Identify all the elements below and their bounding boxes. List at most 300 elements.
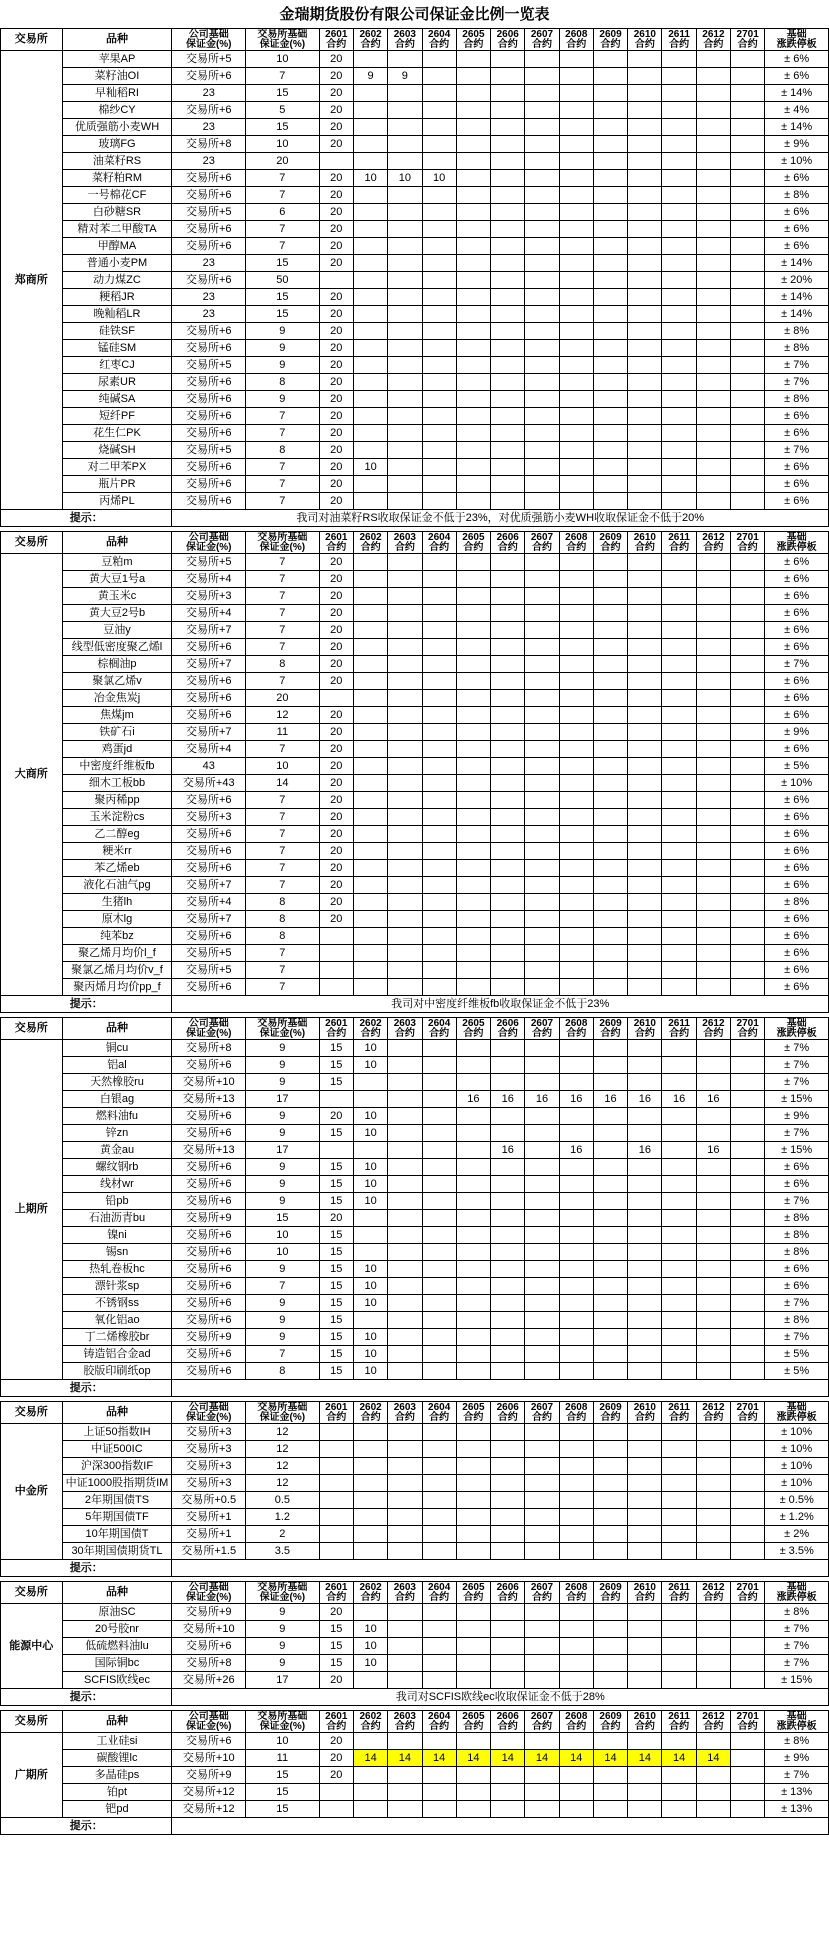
month-margin-2602 xyxy=(353,1733,387,1750)
month-margin-2603 xyxy=(388,894,422,911)
month-margin-2612 xyxy=(696,588,730,605)
month-margin-2607 xyxy=(525,476,559,493)
month-margin-2605 xyxy=(456,1142,490,1159)
month-margin-2608 xyxy=(559,1074,593,1091)
exchange-margin: 9 xyxy=(246,1261,320,1278)
month-margin-2610 xyxy=(628,85,662,102)
hint-row xyxy=(1,510,829,527)
month-sub: 合约 xyxy=(394,1592,415,1603)
month-margin-2611 xyxy=(662,1543,696,1560)
month-margin-2601: 15 xyxy=(319,1312,353,1329)
exchange-name: 能源中心 xyxy=(1,1604,63,1689)
table-row xyxy=(1,408,829,425)
price-limit: ± 9% xyxy=(765,136,829,153)
month-margin-2603 xyxy=(388,673,422,690)
month-margin-2701 xyxy=(731,255,765,272)
variety-name: 早籼稻RI xyxy=(62,85,172,102)
month-margin-2605 xyxy=(456,1543,490,1560)
column-header-month-2602 xyxy=(353,1582,387,1604)
company-margin: 交易所+3 xyxy=(172,1441,246,1458)
month-margin-2607 xyxy=(525,340,559,357)
month-margin-2610 xyxy=(628,1475,662,1492)
month-margin-2602 xyxy=(353,809,387,826)
month-margin-2609 xyxy=(593,1655,627,1672)
month-margin-2609 xyxy=(593,1767,627,1784)
table-row xyxy=(1,724,829,741)
month-code: 2611 xyxy=(668,532,690,543)
month-margin-2608 xyxy=(559,622,593,639)
month-margin-2603 xyxy=(388,51,422,68)
month-margin-2601: 20 xyxy=(319,877,353,894)
month-sub: 合约 xyxy=(463,1721,484,1732)
month-margin-2603 xyxy=(388,1604,422,1621)
month-margin-2604 xyxy=(422,979,456,996)
month-margin-2610 xyxy=(628,1125,662,1142)
month-margin-2611: 16 xyxy=(662,1091,696,1108)
month-margin-2611 xyxy=(662,1125,696,1142)
month-margin-2602: 10 xyxy=(353,1329,387,1346)
month-code: 2604 xyxy=(428,1018,451,1029)
month-margin-2605 xyxy=(456,238,490,255)
month-margin-2609 xyxy=(593,1278,627,1295)
month-margin-2606 xyxy=(491,1441,525,1458)
month-sub: 合约 xyxy=(326,1412,347,1423)
month-margin-2701 xyxy=(731,1509,765,1526)
month-sub: 合约 xyxy=(703,1412,724,1423)
month-margin-2606 xyxy=(491,843,525,860)
month-margin-2603 xyxy=(388,775,422,792)
month-margin-2611 xyxy=(662,1142,696,1159)
month-margin-2610 xyxy=(628,1363,662,1380)
table-row xyxy=(1,1441,829,1458)
company-base-line1: 公司基础 xyxy=(188,1711,229,1722)
exchange-margin: 9 xyxy=(246,323,320,340)
month-margin-2605 xyxy=(456,843,490,860)
price-limit: ± 7% xyxy=(765,1655,829,1672)
month-margin-2601: 15 xyxy=(319,1227,353,1244)
company-margin: 交易所+4 xyxy=(172,741,246,758)
price-limit: ± 6% xyxy=(765,51,829,68)
month-margin-2601 xyxy=(319,928,353,945)
month-margin-2609 xyxy=(593,1441,627,1458)
hint-row xyxy=(1,1560,829,1577)
month-margin-2601: 15 xyxy=(319,1363,353,1380)
month-margin-2605 xyxy=(456,289,490,306)
month-code: 2612 xyxy=(702,1582,725,1593)
month-margin-2609 xyxy=(593,1733,627,1750)
month-margin-2607 xyxy=(525,1543,559,1560)
variety-name: 一号棉花CF xyxy=(62,187,172,204)
month-margin-2605 xyxy=(456,928,490,945)
company-base-line2: 保证金(%) xyxy=(185,1592,232,1603)
month-margin-2701 xyxy=(731,809,765,826)
company-margin: 交易所+3 xyxy=(172,809,246,826)
month-code: 2608 xyxy=(565,1018,588,1029)
month-margin-2608 xyxy=(559,843,593,860)
month-margin-2605 xyxy=(456,1346,490,1363)
month-margin-2604 xyxy=(422,1278,456,1295)
price-limit: ± 4% xyxy=(765,102,829,119)
company-margin: 交易所+5 xyxy=(172,51,246,68)
month-margin-2701 xyxy=(731,1091,765,1108)
month-margin-2601: 20 xyxy=(319,605,353,622)
month-margin-2610 xyxy=(628,1767,662,1784)
month-margin-2609 xyxy=(593,1261,627,1278)
column-header-month-2603 xyxy=(388,29,422,51)
month-margin-2610 xyxy=(628,408,662,425)
exchange-margin: 3.5 xyxy=(246,1543,320,1560)
month-margin-2606 xyxy=(491,408,525,425)
month-margin-2610 xyxy=(628,1176,662,1193)
month-margin-2602 xyxy=(353,1509,387,1526)
month-code: 2701 xyxy=(736,29,759,40)
exchange-base-line2: 保证金(%) xyxy=(259,1592,306,1603)
month-margin-2601 xyxy=(319,1509,353,1526)
month-margin-2602 xyxy=(353,894,387,911)
month-margin-2605 xyxy=(456,1604,490,1621)
month-margin-2606 xyxy=(491,1176,525,1193)
price-limit: ± 6% xyxy=(765,690,829,707)
month-margin-2609 xyxy=(593,1509,627,1526)
month-margin-2601: 20 xyxy=(319,68,353,85)
month-sub: 合约 xyxy=(600,542,621,553)
month-margin-2605 xyxy=(456,571,490,588)
month-margin-2602: 10 xyxy=(353,1295,387,1312)
month-margin-2611 xyxy=(662,928,696,945)
exchange-margin: 15 xyxy=(246,289,320,306)
month-margin-2607 xyxy=(525,1244,559,1261)
month-code: 2606 xyxy=(496,1711,519,1722)
month-margin-2608 xyxy=(559,1638,593,1655)
month-margin-2610 xyxy=(628,493,662,510)
price-limit: ± 7% xyxy=(765,1621,829,1638)
month-sub: 合约 xyxy=(634,39,655,50)
month-margin-2604 xyxy=(422,1040,456,1057)
price-limit: ± 2% xyxy=(765,1526,829,1543)
month-margin-2601: 20 xyxy=(319,374,353,391)
month-margin-2606 xyxy=(491,459,525,476)
month-code: 2603 xyxy=(393,29,416,40)
month-code: 2608 xyxy=(565,1711,588,1722)
month-margin-2602 xyxy=(353,639,387,656)
month-sub: 合约 xyxy=(463,542,484,553)
company-margin: 交易所+6 xyxy=(172,707,246,724)
month-margin-2612 xyxy=(696,170,730,187)
month-sub: 合约 xyxy=(360,1412,381,1423)
month-margin-2604 xyxy=(422,928,456,945)
month-margin-2605 xyxy=(456,391,490,408)
month-code: 2606 xyxy=(496,1018,519,1029)
month-margin-2604 xyxy=(422,809,456,826)
month-margin-2606 xyxy=(491,1295,525,1312)
month-margin-2606 xyxy=(491,1784,525,1801)
month-margin-2604 xyxy=(422,1509,456,1526)
month-margin-2603 xyxy=(388,1244,422,1261)
company-margin: 交易所+5 xyxy=(172,945,246,962)
variety-name: 苹果AP xyxy=(62,51,172,68)
month-margin-2609 xyxy=(593,605,627,622)
month-margin-2604 xyxy=(422,962,456,979)
table-row xyxy=(1,204,829,221)
month-margin-2701 xyxy=(731,554,765,571)
column-header-company-base xyxy=(172,1582,246,1604)
month-margin-2603 xyxy=(388,391,422,408)
month-sub: 合约 xyxy=(497,1028,518,1039)
exchange-margin: 8 xyxy=(246,1363,320,1380)
month-margin-2606 xyxy=(491,571,525,588)
variety-name: 油菜籽RS xyxy=(62,153,172,170)
month-margin-2607 xyxy=(525,170,559,187)
column-header-month-2606 xyxy=(491,1018,525,1040)
company-margin: 交易所+10 xyxy=(172,1621,246,1638)
month-margin-2602: 10 xyxy=(353,1278,387,1295)
month-margin-2602 xyxy=(353,255,387,272)
column-header-month-2609 xyxy=(593,1582,627,1604)
month-margin-2602: 9 xyxy=(353,68,387,85)
price-limit: ± 6% xyxy=(765,962,829,979)
month-margin-2701 xyxy=(731,1210,765,1227)
month-margin-2602 xyxy=(353,187,387,204)
month-margin-2608: 14 xyxy=(559,1750,593,1767)
price-limit: ± 7% xyxy=(765,357,829,374)
month-sub: 合约 xyxy=(394,1721,415,1732)
month-margin-2605 xyxy=(456,1244,490,1261)
month-margin-2612 xyxy=(696,979,730,996)
exchange-margin: 7 xyxy=(246,877,320,894)
month-margin-2604 xyxy=(422,588,456,605)
variety-name: 10年期国债T xyxy=(62,1526,172,1543)
month-margin-2608 xyxy=(559,102,593,119)
month-margin-2611 xyxy=(662,894,696,911)
month-sub: 合约 xyxy=(531,1412,552,1423)
page-title: 金瑞期货股份有限公司保证金比例一览表 xyxy=(279,6,550,23)
month-margin-2610 xyxy=(628,1244,662,1261)
exchange-margin: 1.2 xyxy=(246,1509,320,1526)
month-margin-2606 xyxy=(491,272,525,289)
month-margin-2612 xyxy=(696,554,730,571)
variety-name: 丙烯PL xyxy=(62,493,172,510)
month-margin-2610 xyxy=(628,1227,662,1244)
month-margin-2607 xyxy=(525,51,559,68)
company-margin: 交易所+43 xyxy=(172,775,246,792)
month-margin-2607 xyxy=(525,1295,559,1312)
price-limit: ± 6% xyxy=(765,639,829,656)
month-margin-2606 xyxy=(491,1244,525,1261)
month-margin-2612 xyxy=(696,1312,730,1329)
month-margin-2606 xyxy=(491,945,525,962)
month-margin-2603 xyxy=(388,605,422,622)
company-margin: 交易所+6 xyxy=(172,1733,246,1750)
month-margin-2605 xyxy=(456,1638,490,1655)
month-code: 2604 xyxy=(428,29,451,40)
exchange-margin: 8 xyxy=(246,656,320,673)
exchange-margin: 12 xyxy=(246,707,320,724)
month-margin-2612 xyxy=(696,826,730,843)
month-margin-2604 xyxy=(422,1261,456,1278)
month-margin-2608: 16 xyxy=(559,1142,593,1159)
variety-name: 螺纹钢rb xyxy=(62,1159,172,1176)
column-header-month-2611 xyxy=(662,29,696,51)
month-margin-2601 xyxy=(319,1142,353,1159)
month-margin-2603 xyxy=(388,119,422,136)
company-margin: 交易所+5 xyxy=(172,962,246,979)
month-margin-2612 xyxy=(696,1074,730,1091)
month-sub: 合约 xyxy=(566,1412,587,1423)
month-margin-2609 xyxy=(593,741,627,758)
month-margin-2603 xyxy=(388,221,422,238)
month-margin-2606 xyxy=(491,1543,525,1560)
month-margin-2610 xyxy=(628,374,662,391)
month-margin-2612 xyxy=(696,1526,730,1543)
variety-name: 镍ni xyxy=(62,1227,172,1244)
month-margin-2606 xyxy=(491,1638,525,1655)
month-margin-2605 xyxy=(456,1312,490,1329)
column-header-variety: 品种 xyxy=(62,1582,172,1604)
month-margin-2609 xyxy=(593,476,627,493)
table-row xyxy=(1,1621,829,1638)
month-margin-2601: 20 xyxy=(319,1210,353,1227)
month-code: 2601 xyxy=(325,1018,348,1029)
month-margin-2612 xyxy=(696,476,730,493)
variety-name: 优质强筋小麦WH xyxy=(62,119,172,136)
month-margin-2701 xyxy=(731,119,765,136)
month-margin-2603 xyxy=(388,809,422,826)
column-header-month-2602 xyxy=(353,532,387,554)
month-margin-2609 xyxy=(593,323,627,340)
month-margin-2602 xyxy=(353,442,387,459)
variety-name: 普通小麦PM xyxy=(62,255,172,272)
month-margin-2701 xyxy=(731,1159,765,1176)
month-margin-2604 xyxy=(422,391,456,408)
exchange-margin: 5 xyxy=(246,102,320,119)
month-margin-2608 xyxy=(559,1210,593,1227)
month-margin-2604 xyxy=(422,476,456,493)
month-margin-2610 xyxy=(628,289,662,306)
variety-name: 铁矿石i xyxy=(62,724,172,741)
month-margin-2602 xyxy=(353,1091,387,1108)
month-margin-2604 xyxy=(422,51,456,68)
table-row xyxy=(1,1509,829,1526)
month-code: 2605 xyxy=(462,1402,485,1413)
month-margin-2607 xyxy=(525,357,559,374)
month-margin-2605 xyxy=(456,1621,490,1638)
month-margin-2601: 20 xyxy=(319,425,353,442)
table-row xyxy=(1,1655,829,1672)
month-margin-2605 xyxy=(456,1784,490,1801)
month-margin-2612 xyxy=(696,391,730,408)
month-margin-2611 xyxy=(662,1346,696,1363)
month-margin-2605 xyxy=(456,724,490,741)
month-margin-2610 xyxy=(628,1295,662,1312)
exchange-margin: 15 xyxy=(246,1210,320,1227)
variety-name: 黄大豆2号b xyxy=(62,605,172,622)
month-margin-2604 xyxy=(422,238,456,255)
month-margin-2601: 20 xyxy=(319,102,353,119)
table-row xyxy=(1,1278,829,1295)
column-header-month-2701 xyxy=(731,29,765,51)
month-margin-2607 xyxy=(525,1108,559,1125)
company-margin: 交易所+6 xyxy=(172,843,246,860)
exchange-margin: 7 xyxy=(246,425,320,442)
month-margin-2604: 10 xyxy=(422,170,456,187)
exchange-margin: 7 xyxy=(246,605,320,622)
column-header-limit xyxy=(765,1711,829,1733)
month-margin-2609 xyxy=(593,588,627,605)
month-margin-2612 xyxy=(696,136,730,153)
exchange-margin: 10 xyxy=(246,758,320,775)
column-header-variety: 品种 xyxy=(62,532,172,554)
month-margin-2603 xyxy=(388,1543,422,1560)
month-code: 2701 xyxy=(736,532,759,543)
month-margin-2603 xyxy=(388,741,422,758)
month-margin-2601: 20 xyxy=(319,357,353,374)
month-margin-2609 xyxy=(593,843,627,860)
table-row xyxy=(1,1638,829,1655)
hint-text xyxy=(172,1818,829,1835)
month-margin-2602: 10 xyxy=(353,1638,387,1655)
price-limit: ± 5% xyxy=(765,1363,829,1380)
column-header-variety: 品种 xyxy=(62,1402,172,1424)
month-margin-2603 xyxy=(388,408,422,425)
month-margin-2612 xyxy=(696,1733,730,1750)
month-margin-2612 xyxy=(696,187,730,204)
variety-name: 白砂糖SR xyxy=(62,204,172,221)
month-sub: 合约 xyxy=(566,1028,587,1039)
month-margin-2612 xyxy=(696,408,730,425)
month-margin-2608 xyxy=(559,962,593,979)
month-margin-2701 xyxy=(731,459,765,476)
exchange-margin: 12 xyxy=(246,1441,320,1458)
month-margin-2606 xyxy=(491,860,525,877)
column-header-month-2606 xyxy=(491,532,525,554)
price-limit: ± 6% xyxy=(765,741,829,758)
month-margin-2601: 20 xyxy=(319,1108,353,1125)
month-margin-2701 xyxy=(731,707,765,724)
table-row xyxy=(1,775,829,792)
month-margin-2607 xyxy=(525,391,559,408)
month-margin-2602 xyxy=(353,911,387,928)
month-margin-2606 xyxy=(491,1767,525,1784)
month-margin-2607 xyxy=(525,979,559,996)
table-row xyxy=(1,425,829,442)
month-margin-2602 xyxy=(353,758,387,775)
month-margin-2612 xyxy=(696,306,730,323)
exchange-margin: 7 xyxy=(246,1278,320,1295)
variety-name: 碳酸锂lc xyxy=(62,1750,172,1767)
month-margin-2611 xyxy=(662,843,696,860)
company-margin: 交易所+9 xyxy=(172,1329,246,1346)
price-limit: ± 6% xyxy=(765,1261,829,1278)
month-sub: 合约 xyxy=(497,1592,518,1603)
month-margin-2603 xyxy=(388,102,422,119)
month-margin-2607 xyxy=(525,1672,559,1689)
company-margin: 交易所+4 xyxy=(172,894,246,911)
month-margin-2612 xyxy=(696,843,730,860)
month-margin-2603 xyxy=(388,1295,422,1312)
variety-name: 中密度纤维板fb xyxy=(62,758,172,775)
month-margin-2610 xyxy=(628,1509,662,1526)
month-margin-2609 xyxy=(593,945,627,962)
month-code: 2612 xyxy=(702,1402,725,1413)
month-margin-2606 xyxy=(491,1733,525,1750)
table-row xyxy=(1,1108,829,1125)
month-margin-2601: 15 xyxy=(319,1638,353,1655)
column-header-month-2606 xyxy=(491,1711,525,1733)
month-margin-2601 xyxy=(319,962,353,979)
column-header-exchange-base xyxy=(246,1402,320,1424)
month-margin-2607 xyxy=(525,605,559,622)
month-margin-2612 xyxy=(696,68,730,85)
